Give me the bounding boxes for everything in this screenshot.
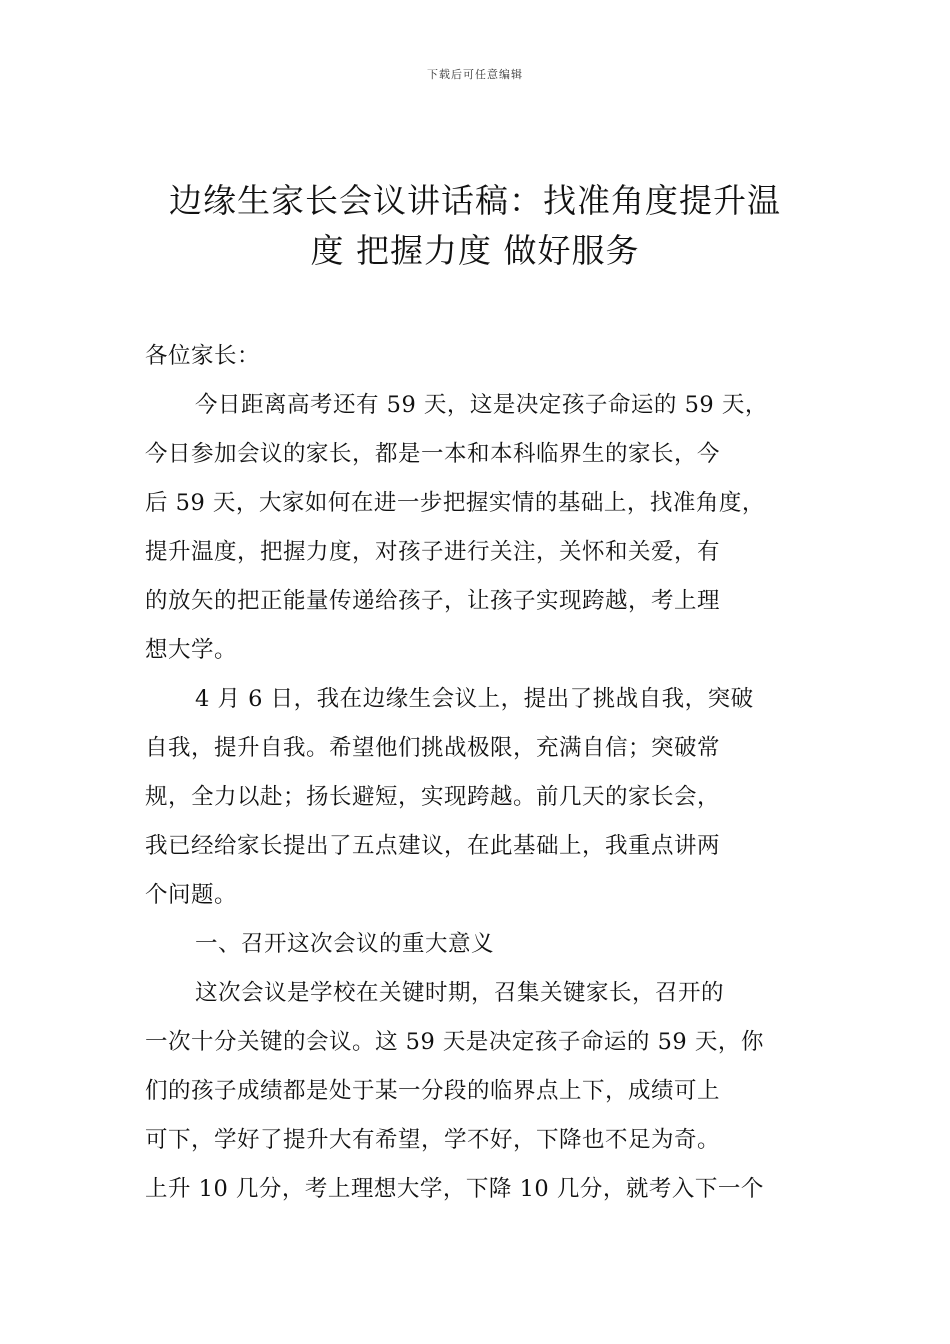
body-line: 4 月 6 日，我在边缘生会议上，提出了挑战自我，突破 (195, 686, 754, 712)
body-line: 上升 10 几分，考上理想大学，下降 10 几分，就考入下一个 (145, 1176, 764, 1202)
title-line-2: 度 把握力度 做好服务 (310, 231, 640, 270)
body-line: 想大学。 (145, 637, 238, 663)
header-note: 下载后可任意编辑 (427, 68, 523, 81)
body-line: 个问题。 (145, 882, 238, 908)
body-line: 我已经给家长提出了五点建议，在此基础上，我重点讲两 (145, 833, 721, 859)
body-line: 们的孩子成绩都是处于某一分段的临界点上下，成绩可上 (145, 1078, 721, 1104)
body-line: 自我，提升自我。希望他们挑战极限，充满自信；突破常 (145, 735, 721, 761)
document-body (145, 332, 835, 1214)
body-line: 提升温度，把握力度，对孩子进行关注，关怀和关爱，有 (145, 539, 721, 565)
body-line: 的放矢的把正能量传递给孩子，让孩子实现跨越，考上理 (145, 588, 721, 614)
document-title (140, 176, 810, 276)
body-line: 今日参加会议的家长，都是一本和本科临界生的家长，今 (145, 441, 721, 467)
body-line: 一次十分关键的会议。这 59 天是决定孩子命运的 59 天，你 (145, 1029, 764, 1055)
section-heading: 一、召开这次会议的重大意义 (195, 931, 495, 957)
body-line: 今日距离高考还有 59 天，这是决定孩子命运的 59 天， (195, 392, 768, 418)
title-line-1: 边缘生家长会议讲话稿：找准角度提升温 (169, 181, 781, 220)
body-line: 各位家长： (145, 343, 261, 369)
body-line: 这次会议是学校在关键时期，召集关键家长，召开的 (195, 980, 725, 1006)
body-line: 规，全力以赴；扬长避短，实现跨越。前几天的家长会， (145, 784, 721, 810)
body-line: 可下，学好了提升大有希望，学不好，下降也不足为奇。 (145, 1127, 721, 1153)
body-line: 后 59 天，大家如何在进一步把握实情的基础上，找准角度， (145, 490, 765, 516)
